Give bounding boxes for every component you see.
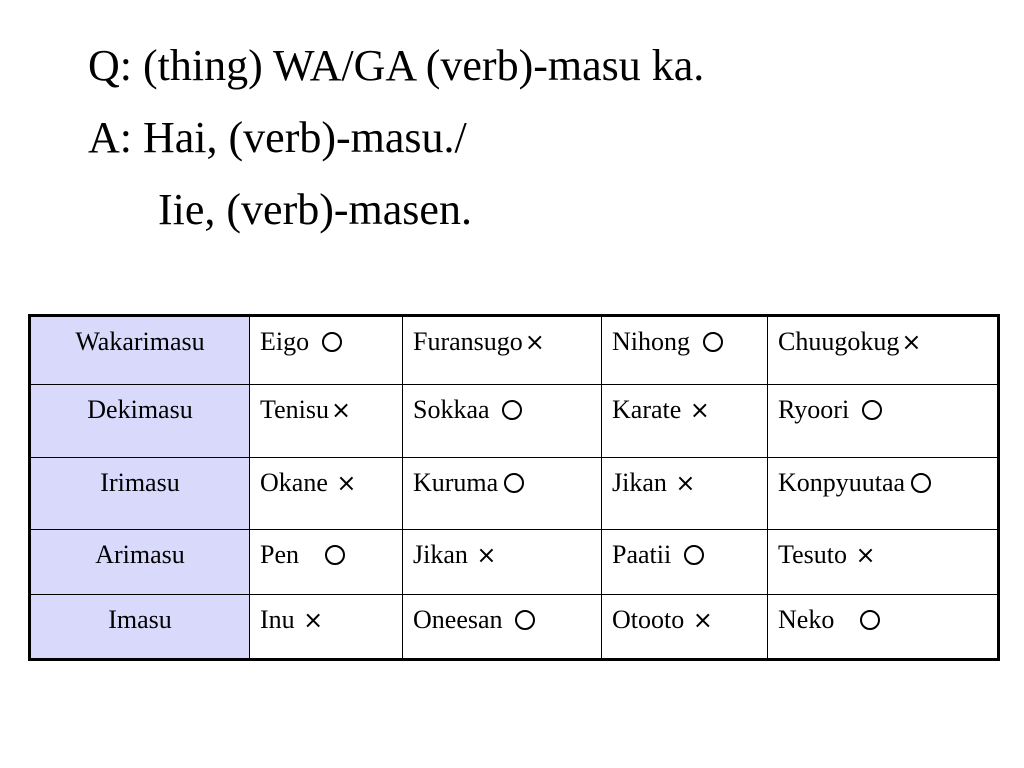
item-word: Jikan bbox=[413, 540, 475, 569]
item-cell bbox=[602, 595, 768, 660]
item-word: Paatii bbox=[612, 540, 678, 569]
table-row bbox=[30, 385, 999, 458]
table-row bbox=[30, 316, 999, 385]
item-word: Inu bbox=[260, 605, 302, 634]
question-pattern: Q: (thing) WA/GA (verb)-masu ka. bbox=[88, 41, 705, 90]
cross-mark-icon: × bbox=[901, 328, 922, 356]
circle-mark-icon bbox=[325, 545, 345, 565]
item-cell bbox=[768, 316, 999, 385]
item-cell bbox=[403, 458, 602, 530]
item-word: Eigo bbox=[260, 327, 316, 356]
item-cell bbox=[403, 385, 602, 458]
item-word: Tenisu bbox=[260, 395, 329, 424]
circle-mark-icon bbox=[911, 473, 931, 493]
item-cell bbox=[602, 316, 768, 385]
circle-mark-icon bbox=[502, 400, 522, 420]
cross-mark-icon: × bbox=[336, 469, 357, 497]
circle-mark-icon bbox=[504, 473, 524, 493]
item-word: Otooto bbox=[612, 605, 691, 634]
table-row bbox=[30, 458, 999, 530]
cross-mark-icon: × bbox=[303, 606, 324, 634]
answer-no-pattern: Iie, (verb)-masen. bbox=[158, 185, 472, 234]
cross-mark-icon: × bbox=[476, 541, 497, 569]
verb-cell: Imasu bbox=[30, 595, 250, 660]
item-cell bbox=[250, 385, 403, 458]
item-word: Sokkaa bbox=[413, 395, 497, 424]
item-cell bbox=[602, 458, 768, 530]
item-cell bbox=[768, 530, 999, 595]
item-cell bbox=[403, 595, 602, 660]
item-word: Ryoori bbox=[778, 395, 856, 424]
circle-mark-icon bbox=[703, 332, 723, 352]
item-word: Nihong bbox=[612, 327, 697, 356]
item-cell bbox=[768, 458, 999, 530]
cross-mark-icon: × bbox=[675, 469, 696, 497]
cross-mark-icon: × bbox=[330, 396, 352, 424]
verb-cell: Arimasu bbox=[30, 530, 250, 595]
item-cell bbox=[602, 385, 768, 458]
item-cell bbox=[768, 595, 999, 660]
item-cell bbox=[250, 458, 403, 530]
item-word: Oneesan bbox=[413, 605, 510, 634]
item-cell bbox=[403, 530, 602, 595]
answer-yes-pattern: A: Hai, (verb)-masu./ bbox=[88, 113, 467, 162]
cross-mark-icon: × bbox=[692, 606, 713, 634]
circle-mark-icon bbox=[684, 545, 704, 565]
circle-mark-icon bbox=[860, 610, 880, 630]
circle-mark-icon bbox=[515, 610, 535, 630]
item-word: Jikan bbox=[612, 468, 674, 497]
verb-cell: Dekimasu bbox=[30, 385, 250, 458]
practice-table bbox=[28, 314, 1000, 661]
circle-mark-icon bbox=[322, 332, 342, 352]
item-cell bbox=[602, 530, 768, 595]
cross-mark-icon: × bbox=[689, 396, 710, 424]
circle-mark-icon bbox=[862, 400, 882, 420]
item-word: Kuruma bbox=[413, 468, 499, 497]
cross-mark-icon: × bbox=[855, 541, 876, 569]
item-cell bbox=[403, 316, 602, 385]
item-word: Konpyuutaa bbox=[778, 468, 906, 497]
item-word: Karate bbox=[612, 395, 688, 424]
cross-mark-icon: × bbox=[524, 328, 545, 356]
item-cell bbox=[250, 530, 403, 595]
item-cell bbox=[250, 595, 403, 660]
table-row bbox=[30, 530, 999, 595]
item-word: Neko bbox=[778, 605, 854, 634]
item-cell bbox=[250, 316, 403, 385]
verb-cell: Wakarimasu bbox=[30, 316, 250, 385]
item-word: Tesuto bbox=[778, 540, 854, 569]
table-row bbox=[30, 595, 999, 660]
verb-cell: Irimasu bbox=[30, 458, 250, 530]
item-word: Pen bbox=[260, 540, 319, 569]
item-word: Okane bbox=[260, 468, 335, 497]
item-word: Furansugo bbox=[413, 327, 523, 356]
item-word: Chuugokug bbox=[778, 327, 900, 356]
item-cell bbox=[768, 385, 999, 458]
